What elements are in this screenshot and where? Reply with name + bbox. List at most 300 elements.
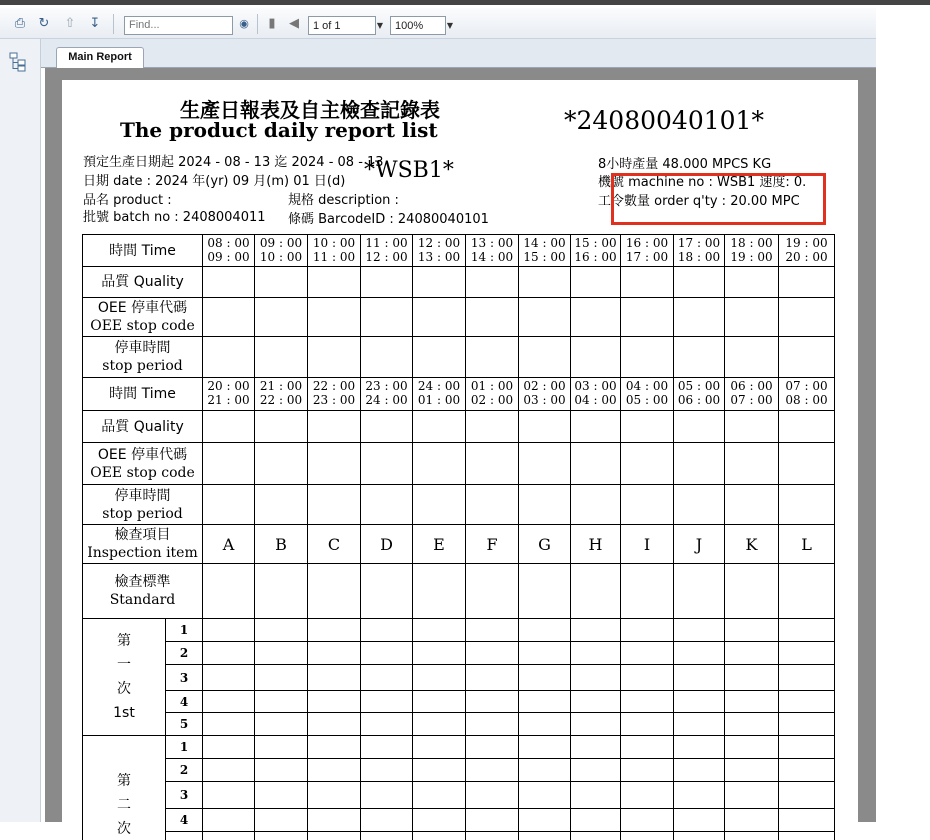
empty-cell [518,484,570,524]
time-slot-end: 18 : 00 [677,250,721,264]
empty-cell [254,484,307,524]
time-slot-start: 05 : 00 [677,379,721,393]
inspection-item-letter: I [643,534,651,554]
empty-cell [465,664,518,690]
inspection-label-cn: 檢查項目 [114,527,171,543]
empty-cell [465,712,518,735]
page-select[interactable]: 1 of 1 [308,16,376,35]
inspection-item-cell [254,524,307,563]
empty-cell [202,808,254,831]
first-check-label-char: 第 [117,633,131,649]
time-slot-cell [724,377,778,410]
time-slot-start: 01 : 00 [470,379,514,393]
zoom-dropdown-icon[interactable]: ▼ [446,21,454,30]
row-label [82,266,202,297]
row-label [82,377,202,410]
empty-cell [254,712,307,735]
empty-cell [307,618,360,641]
empty-cell [412,266,465,297]
empty-cell [465,758,518,781]
time-slot-cell [254,234,307,266]
empty-cell [570,442,620,484]
inspection-item-letter: B [275,534,287,554]
empty-cell [620,410,673,442]
sub-row-number [165,758,202,781]
empty-cell [724,563,778,618]
inspection-item-letter: E [433,534,445,554]
empty-cell [724,781,778,808]
empty-cell [724,808,778,831]
empty-cell [465,735,518,758]
empty-cell [518,712,570,735]
time-slot-start: 14 : 00 [523,236,566,250]
empty-cell [673,712,724,735]
sub-row-number [165,712,202,735]
empty-cell [202,641,254,664]
time-slot-start: 12 : 00 [417,236,461,250]
empty-cell [412,781,465,808]
empty-cell [202,831,254,840]
empty-cell [360,781,412,808]
second-check-label-char: 二 [117,797,131,813]
empty-cell [673,781,724,808]
row-label [82,524,202,563]
empty-cell [412,563,465,618]
inspection-item-letter: H [588,534,603,554]
empty-cell [778,808,834,831]
export-icon[interactable]: ↧ [89,16,101,31]
time-slot-start: 18 : 00 [730,236,773,250]
time-slot-cell [307,234,360,266]
time-slot-cell [465,377,518,410]
empty-cell [412,410,465,442]
empty-cell [620,297,673,336]
standard-label-en: Standard [109,592,176,608]
sub-row-number-text: 4 [179,813,189,827]
empty-cell [465,484,518,524]
empty-cell [307,297,360,336]
time-slot-cell [673,234,724,266]
empty-cell [254,735,307,758]
inspection-item-letter: K [745,534,758,554]
empty-cell [465,831,518,840]
group-tree-pane [0,39,41,822]
toolbar-separator [257,14,258,34]
empty-cell [724,641,778,664]
row-label [82,234,202,266]
row-label [82,410,202,442]
time-slot-end: 11 : 00 [312,250,356,264]
time-slot-end: 05 : 00 [625,393,669,407]
empty-cell [254,831,307,840]
oee-label-en: OEE stop code [90,318,195,334]
empty-cell [724,758,778,781]
time-slot-start: 10 : 00 [312,236,356,250]
empty-cell [307,410,360,442]
empty-cell [360,410,412,442]
machine-barcode-text: *WSB1* [364,158,454,183]
empty-cell [673,336,724,377]
empty-cell [518,664,570,690]
empty-cell [724,831,778,840]
zoom-select[interactable]: 100% [390,16,446,35]
empty-cell [307,690,360,712]
empty-cell [778,641,834,664]
empty-cell [570,664,620,690]
empty-cell [202,781,254,808]
empty-cell [412,664,465,690]
time-slot-cell [724,234,778,266]
empty-cell [518,641,570,664]
empty-cell [360,735,412,758]
empty-cell [673,410,724,442]
planned-date-range: 預定生產日期起 2024 - 08 - 13 迄 2024 - 08 - 13 [83,155,384,170]
empty-cell [673,563,724,618]
time-slot-start: 23 : 00 [365,379,408,393]
time-slot-end: 22 : 00 [259,393,303,407]
time-slot-start: 09 : 00 [259,236,303,250]
empty-cell [570,831,620,840]
empty-cell [570,641,620,664]
time-slot-end: 19 : 00 [730,250,773,264]
tab-main-report[interactable]: Main Report [56,47,144,68]
empty-cell [518,781,570,808]
time-slot-cell [254,377,307,410]
empty-cell [724,618,778,641]
empty-cell [202,442,254,484]
empty-cell [673,758,724,781]
empty-cell [254,781,307,808]
empty-cell [360,266,412,297]
empty-cell [254,410,307,442]
binoculars-icon[interactable]: ◉ [239,17,249,30]
sub-row-number-text: 2 [179,763,189,777]
description-label: 規格 description : [288,193,399,208]
empty-cell [778,266,834,297]
row-label [82,563,202,618]
empty-cell [570,266,620,297]
empty-cell [412,712,465,735]
empty-cell [307,758,360,781]
empty-cell [254,664,307,690]
barcode-text: *24080040101* [564,106,764,135]
empty-cell [724,664,778,690]
empty-cell [778,831,834,840]
stop-label-en: stop period [102,505,183,522]
empty-cell [307,641,360,664]
machine-no: 機號 machine no : WSB1 速度: 0. [598,175,807,190]
first-check-label-char: 1st [113,705,135,721]
time-slot-end: 20 : 00 [785,250,828,264]
empty-cell [360,336,412,377]
empty-cell [518,808,570,831]
row-label [82,336,202,377]
empty-cell [518,563,570,618]
time-slot-cell [570,234,620,266]
inspection-item-cell [202,524,254,563]
time-slot-end: 24 : 00 [365,393,408,407]
empty-cell [778,618,834,641]
empty-cell [518,266,570,297]
empty-cell [360,563,412,618]
empty-cell [724,690,778,712]
empty-cell [412,641,465,664]
empty-cell [307,484,360,524]
empty-cell [465,410,518,442]
empty-cell [254,618,307,641]
empty-cell [778,735,834,758]
empty-cell [778,664,834,690]
time-slot-end: 21 : 00 [207,393,250,407]
empty-cell [465,641,518,664]
empty-cell [778,336,834,377]
empty-cell [620,442,673,484]
empty-cell [620,664,673,690]
empty-cell [254,442,307,484]
empty-cell [620,781,673,808]
empty-cell [307,831,360,840]
empty-cell [518,758,570,781]
row-label [82,297,202,336]
find-input[interactable] [124,16,233,35]
time-slot-cell [570,377,620,410]
stop-label-cn: 停車時間 [114,340,171,356]
sub-row-number-text: 4 [179,695,189,709]
empty-cell [724,336,778,377]
time-slot-start: 19 : 00 [785,236,828,250]
empty-cell [465,618,518,641]
report-title-en: The product daily report list [120,118,438,142]
time-slot-cell [202,377,254,410]
inspection-item-letter: F [486,534,498,554]
empty-cell [620,758,673,781]
empty-cell [412,831,465,840]
empty-cell [620,618,673,641]
empty-cell [412,297,465,336]
empty-cell [570,297,620,336]
empty-cell [307,336,360,377]
empty-cell [673,735,724,758]
second-check-label-char: 次 [117,821,131,837]
empty-cell [778,712,834,735]
empty-cell [570,808,620,831]
empty-cell [465,690,518,712]
time-slot-start: 02 : 00 [523,379,566,393]
inspection-item-cell [673,524,724,563]
empty-cell [465,336,518,377]
time-slot-start: 20 : 00 [207,379,250,393]
empty-cell [620,266,673,297]
empty-cell [360,712,412,735]
empty-cell [570,781,620,808]
barcode-highlight-box [611,173,826,225]
empty-cell [202,735,254,758]
stop-label-en: stop period [102,358,183,374]
report-page [62,80,858,840]
time-slot-cell [673,377,724,410]
report-tabstrip [41,39,876,68]
empty-cell [724,735,778,758]
empty-cell [254,641,307,664]
time-slot-start: 03 : 00 [574,379,617,393]
sub-row-number-text: 2 [179,646,189,660]
inspection-item-letter: D [380,534,393,554]
time-slot-cell [620,234,673,266]
empty-cell [412,735,465,758]
empty-cell [620,808,673,831]
product-label: 品名 product : [83,193,172,208]
empty-cell [202,297,254,336]
empty-cell [465,297,518,336]
empty-cell [518,442,570,484]
empty-cell [778,690,834,712]
time-slot-end: 16 : 00 [574,250,617,264]
empty-cell [673,831,724,840]
empty-cell [673,618,724,641]
time-slot-end: 10 : 00 [259,250,303,264]
empty-cell [412,808,465,831]
empty-cell [724,712,778,735]
empty-cell [620,735,673,758]
sub-row-number [165,664,202,690]
empty-cell [620,831,673,840]
empty-cell [778,484,834,524]
empty-cell [307,808,360,831]
empty-cell [778,758,834,781]
report-toolbar [0,8,876,39]
time-slot-end: 06 : 00 [677,393,721,407]
empty-cell [570,484,620,524]
group-tree-icon[interactable] [9,52,27,72]
second-check-label-char: 第 [117,773,131,789]
first-check-label-char: 一 [117,657,131,673]
stop-label-cn: 停車時間 [114,487,171,504]
empty-cell [202,266,254,297]
empty-cell [724,297,778,336]
empty-cell [778,297,834,336]
inspection-item-cell [360,524,412,563]
empty-cell [360,758,412,781]
inspection-item-letter: C [327,534,341,554]
report-date: 日期 date : 2024 年(yr) 09 月(m) 01 日(d) [83,174,346,189]
empty-cell [724,410,778,442]
sub-row-number-text: 1 [179,740,189,754]
inspection-item-cell [778,524,834,563]
time-slot-start: 04 : 00 [625,379,669,393]
inspection-item-letter: L [801,534,812,554]
empty-cell [518,336,570,377]
empty-cell [465,781,518,808]
empty-cell [202,618,254,641]
sub-row-number [165,641,202,664]
up-arrow-icon[interactable]: ⇧ [64,16,76,31]
empty-cell [412,484,465,524]
page-dropdown-icon[interactable]: ▼ [376,21,384,30]
empty-cell [202,336,254,377]
time-slot-end: 07 : 00 [730,393,773,407]
time-slot-start: 24 : 00 [417,379,461,393]
eight-hour-output: 8小時產量 48.000 MPCS KG [598,157,772,172]
empty-cell [673,442,724,484]
empty-cell [518,297,570,336]
empty-cell [307,266,360,297]
empty-cell [307,781,360,808]
time-slot-start: 17 : 00 [677,236,721,250]
empty-cell [360,690,412,712]
empty-cell [778,563,834,618]
time-slot-end: 17 : 00 [625,250,669,264]
inspection-item-cell [465,524,518,563]
empty-cell [778,410,834,442]
empty-cell [673,641,724,664]
inspection-item-cell [620,524,673,563]
time-slot-cell [518,234,570,266]
empty-cell [254,336,307,377]
refresh-icon[interactable]: ↻ [38,16,50,31]
row-label [82,484,202,524]
empty-cell [570,758,620,781]
empty-cell [307,442,360,484]
time-slot-end: 13 : 00 [417,250,461,264]
empty-cell [254,758,307,781]
empty-cell [412,618,465,641]
row-label [82,442,202,484]
empty-cell [202,664,254,690]
time-slot-start: 13 : 00 [470,236,514,250]
standard-label-cn: 檢查標準 [114,574,171,590]
oee-label-cn: OEE 停車代碼 [97,300,188,316]
time-slot-cell [360,234,412,266]
empty-cell [518,831,570,840]
empty-cell [360,808,412,831]
sub-row-number [165,781,202,808]
empty-cell [360,297,412,336]
empty-cell [724,266,778,297]
empty-cell [254,266,307,297]
sub-row-number [165,618,202,641]
table-right-border [834,234,835,840]
time-slot-end: 14 : 00 [470,250,514,264]
empty-cell [570,336,620,377]
first-check-label-char: 次 [117,681,131,697]
empty-cell [412,336,465,377]
empty-cell [518,690,570,712]
empty-cell [360,664,412,690]
empty-cell [360,618,412,641]
print-icon[interactable]: ⎙ [14,16,26,31]
time-slot-cell [307,377,360,410]
empty-cell [724,484,778,524]
inspection-item-cell [570,524,620,563]
empty-cell [620,336,673,377]
quality-label: 品質 Quality [101,418,184,435]
sub-row-number-text: 5 [179,717,189,731]
empty-cell [360,484,412,524]
time-slot-end: 01 : 00 [417,393,461,407]
empty-cell [570,712,620,735]
empty-cell [570,410,620,442]
time-slot-cell [620,377,673,410]
prev-page-icon[interactable]: ◀ [289,16,299,31]
first-page-icon[interactable]: ▮ [268,16,276,31]
oee-label-cn: OEE 停車代碼 [97,446,188,463]
empty-cell [360,831,412,840]
empty-cell [202,712,254,735]
time-slot-end: 12 : 00 [365,250,408,264]
sub-row-number-text: 3 [179,788,189,802]
empty-cell [307,563,360,618]
empty-cell [254,297,307,336]
